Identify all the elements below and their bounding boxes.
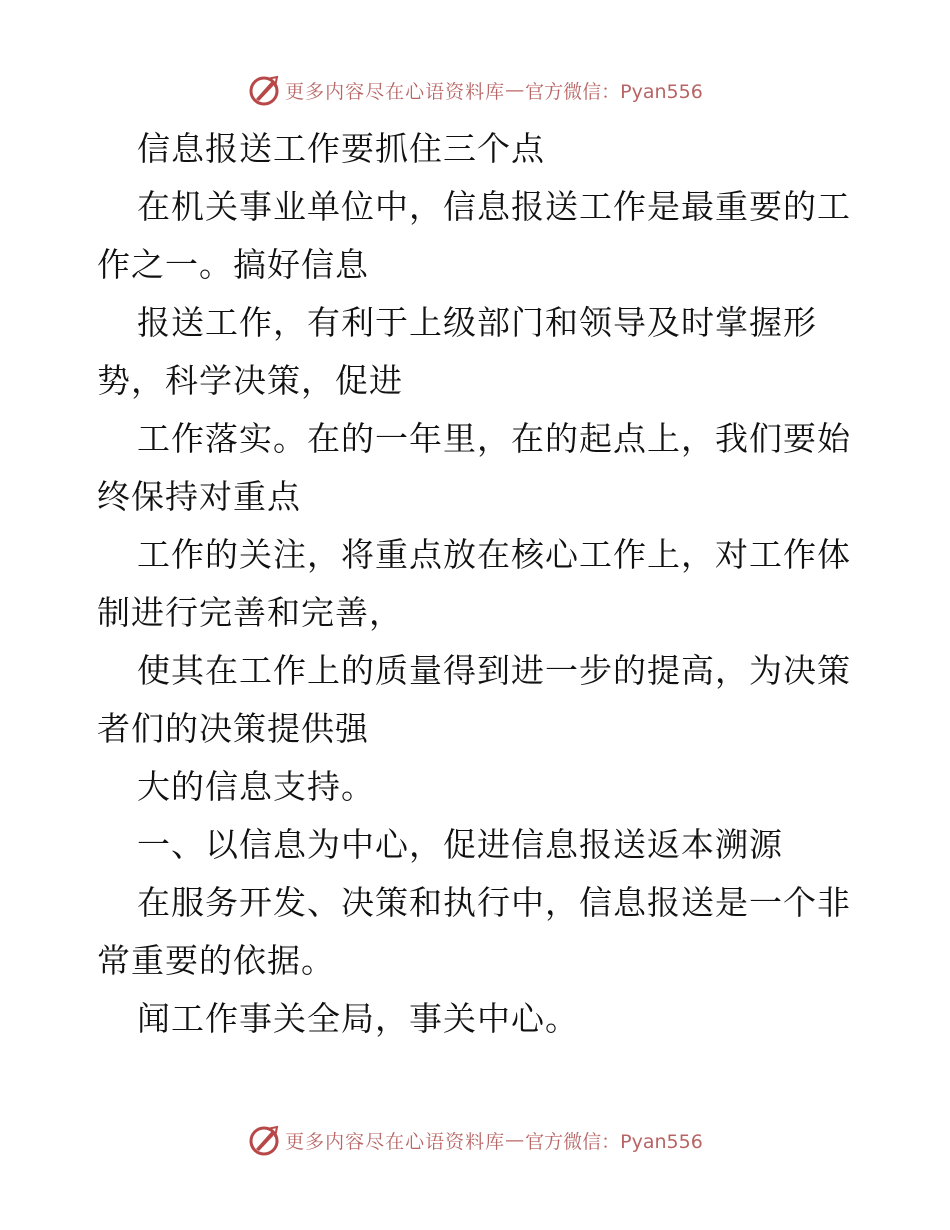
paragraph-line: 势，科学决策，促进 (97, 361, 403, 400)
header-watermark (0, 70, 950, 110)
paragraph-line: 制进行完善和完善， (97, 593, 403, 632)
watermark-separator: — (505, 1129, 526, 1151)
watermark-site-text: 更多内容尽在心语资料库 (285, 1130, 506, 1153)
paragraph-line: 作之一。搞好信息 (97, 245, 369, 284)
paragraph-line: 报送工作，有利于上级部门和领导及时掌握形 (137, 303, 817, 342)
paragraph-line: 者们的决策提供强 (97, 709, 369, 748)
footer-watermark (0, 1120, 950, 1160)
paragraph-line: 常重要的依据。 (97, 941, 335, 980)
paragraph-line: 工作的关注，将重点放在核心工作上，对工作体 (137, 535, 851, 574)
quill-pen-icon (247, 1123, 281, 1157)
document-body (97, 120, 857, 1048)
quill-pen-icon (247, 73, 281, 107)
paragraph-line: 工作落实。在的一年里，在的起点上，我们要始 (137, 419, 851, 458)
watermark-wechat-text: 官方微信：Pyan556 (525, 1130, 703, 1153)
paragraph-line: 闻工作事关全局，事关中心。 (137, 999, 579, 1038)
paragraph-line: 在服务开发、决策和执行中，信息报送是一个非 (137, 883, 851, 922)
paragraph-line: 大的信息支持。 (137, 767, 375, 806)
watermark-wechat-text: 官方微信：Pyan556 (525, 80, 703, 103)
paragraph-line: 信息报送工作要抓住三个点 (137, 129, 545, 168)
paragraph-line: 在机关事业单位中，信息报送工作是最重要的工 (137, 187, 851, 226)
paragraph-line: 使其在工作上的质量得到进一步的提高，为决策 (137, 651, 851, 690)
watermark-site-text: 更多内容尽在心语资料库 (285, 80, 506, 103)
watermark-separator: — (505, 79, 526, 101)
paragraph-line: 终保持对重点 (97, 477, 301, 516)
paragraph-line: 一、以信息为中心，促进信息报送返本溯源 (137, 825, 783, 864)
